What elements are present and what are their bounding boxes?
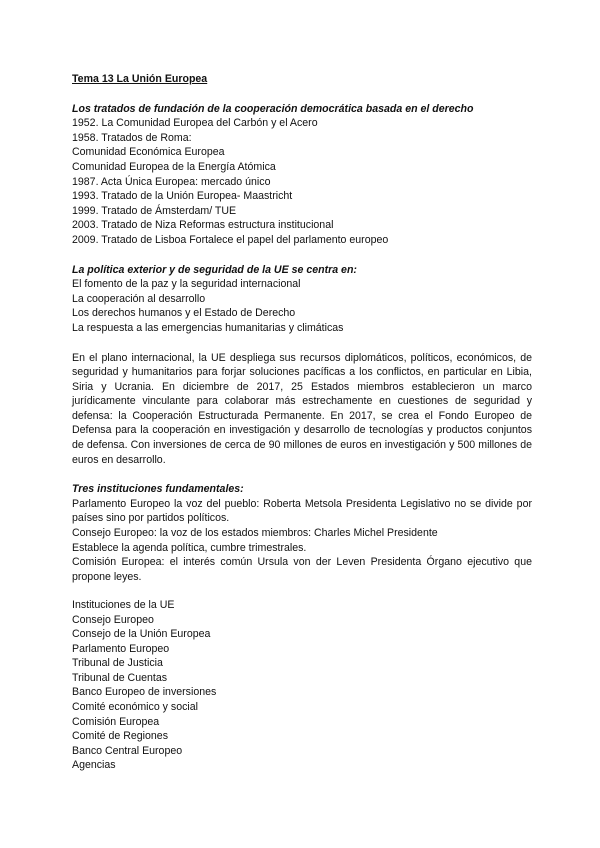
list-item: Los derechos humanos y el Estado de Derecho [72,307,296,320]
list-item: 2003. Tratado de Niza Reformas estructura institucional [72,219,334,232]
tratados-heading: Los tratados de fundación de la cooperación democrática basada en el derecho [72,102,474,115]
instituciones-ue-list [72,613,532,774]
list-item: Tribunal de Justicia [72,657,163,670]
list-item: El fomento de la paz y la seguridad internacional [72,278,301,291]
list-item: Comunidad Europea de la Energía Atómica [72,160,276,173]
instituciones-fundamentales-heading: Tres instituciones fundamentales: [72,483,244,496]
list-item: Tribunal de Cuentas [72,671,168,684]
list-item: Comisión Europea [72,715,160,728]
politica-heading: La política exterior y de seguridad de la UE se centra en: [72,263,357,276]
instituciones-ue-heading: Instituciones de la UE [72,598,175,611]
list-item: Comisión Europea: el interés común Ursula von der Leven Presidenta Órgano ejecutivo que propone leyes. [72,556,532,583]
list-item: La respuesta a las emergencias humanitarias y climáticas [72,321,344,334]
document-body [72,72,532,773]
list-item: 1987. Acta Única Europea: mercado único [72,175,271,188]
list-item: Consejo de la Unión Europea [72,628,211,641]
list-item: Establece la agenda política, cumbre trimestrales. [72,541,307,554]
list-item: 1993. Tratado de la Unión Europea- Maastricht [72,190,293,203]
instituciones-fundamentales-list [72,497,532,585]
list-item: 1958. Tratados de Roma: [72,131,192,144]
politica-list [72,277,532,335]
list-item: Comité de Regiones [72,730,168,743]
page-title: Tema 13 La Unión Europea [72,73,208,85]
list-item: Agencias [72,759,116,772]
list-item: Banco Europeo de inversiones [72,686,217,699]
list-item: 2009. Tratado de Lisboa Fortalece el papel del parlamento europeo [72,233,389,246]
list-item: Consejo Europeo: la voz de los estados miembros: Charles Michel Presidente [72,527,438,540]
list-item: Comité económico y social [72,701,198,714]
list-item: 1999. Tratado de Ámsterdam/ TUE [72,204,237,217]
politica-paragraph: En el plano internacional, la UE despliega sus recursos diplomáticos, políticos, económicos, de seguridad y humanitarios para forjar soluciones pacíficas a los conflictos, en particular en Libia, Siria y Ucrania. En diciembre de 2017, 25 Estados miembros establecieron un marco jurídicamente vinculante para colaborar más estrechamente en cuestiones de seguridad y defensa: la Cooperación Estructurada Permanente. En 2017, se crea el Fondo Europeo de Defensa para la cooperación en investigación y desarrollo de tecnologías y productos conjuntos de defensa. Con inversiones de cerca de 90 millones de euros en investigación y 500 millones de euros en desarrollo. [72,351,532,466]
list-item: Banco Central Europeo [72,744,183,757]
list-item: La cooperación al desarrollo [72,292,206,305]
tratados-list [72,116,532,247]
list-item: Comunidad Económica Europea [72,146,225,159]
list-item: 1952. La Comunidad Europea del Carbón y el Acero [72,117,318,130]
list-item: Parlamento Europeo [72,642,170,655]
list-item: Parlamento Europeo la voz del pueblo: Roberta Metsola Presidenta Legislativo no se divide por países sino por partidos políticos. [72,497,532,525]
list-item: Consejo Europeo [72,613,154,626]
